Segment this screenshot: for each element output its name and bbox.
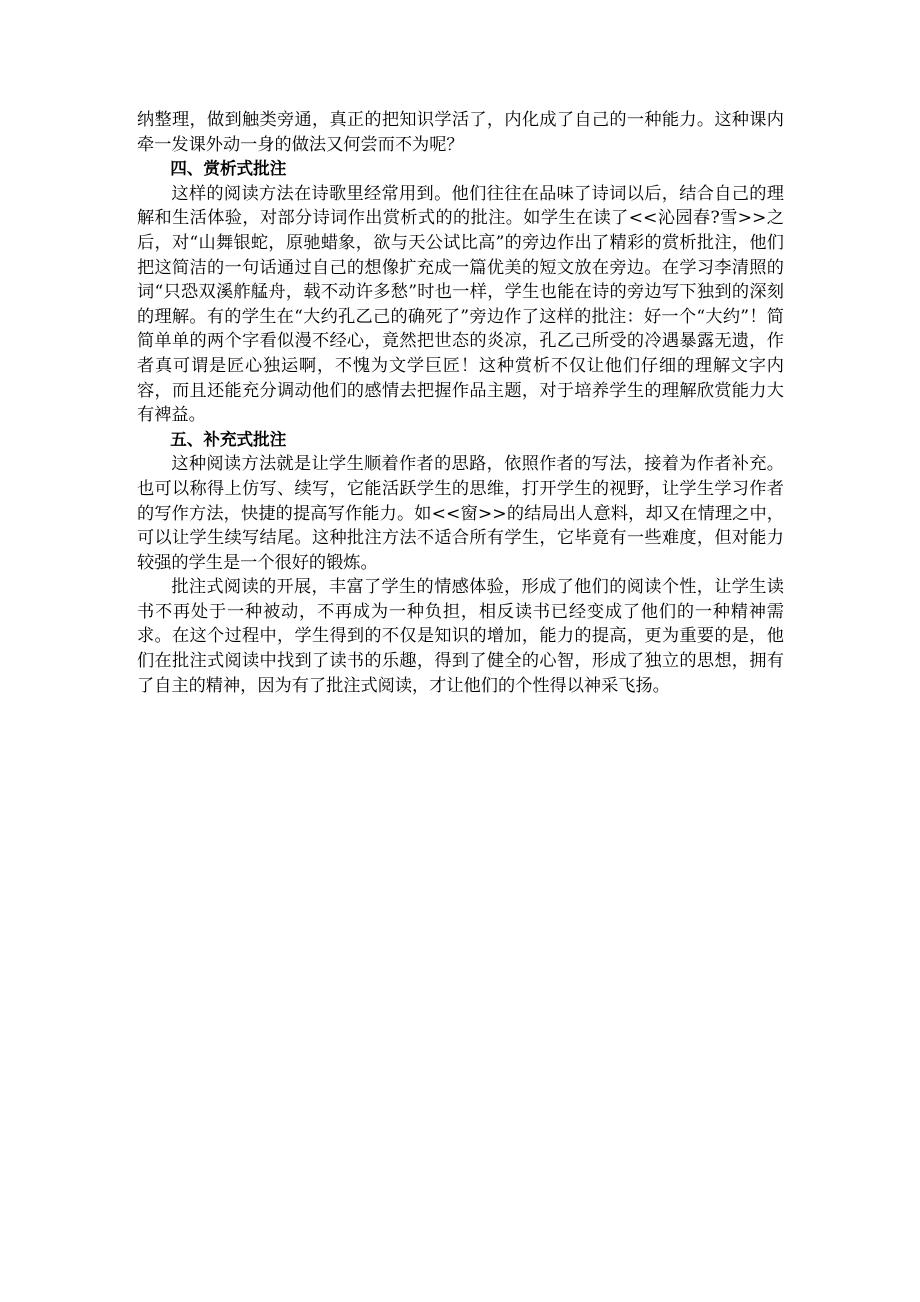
document-page [137,108,784,698]
section-heading-appreciation: 四、赏析式批注 [170,159,287,179]
conclusion-paragraph: 批注式阅读的开展，丰富了学生的情感体验，形成了他们的阅读个性，让学生读书不再处于一种被动，不再成为一种负担，相反读书已经变成了他们的一种精神需求。在这个过程中，学生得到的不仅是知识的增加，能力的提高，更为重要的是，他们在批注式阅读中找到了读书的乐趣，得到了健全的心智，形成了独立的思想，拥有了自主的精神，因为有了批注式阅读，才让他们的个性得以神采飞扬。 [137,577,784,696]
section-heading-supplement: 五、补充式批注 [170,429,287,449]
continuation-paragraph: 纳整理，做到触类旁通，真正的把知识学活了，内化成了自己的一种能力。这种课内牵一发课外动一身的做法又何尝而不为呢？ [137,110,784,155]
appreciation-paragraph: 这样的阅读方法在诗歌里经常用到。他们往往在品味了诗词以后，结合自己的理解和生活体验，对部分诗词作出赏析式的的批注。如学生在读了<<沁园春?雪>>之后，对“山舞银蛇，原驰蜡象，欲与天公试比高”的旁边作出了精彩的赏析批注，他们把这简洁的一句话通过自己的想像扩充成一篇优美的短文放在旁边。在学习李清照的词“只恐双溪舴艋舟，载不动许多愁”时也一样，学生也能在诗的旁边写下独到的深刻的理解。有的学生在“大约孔乙己的确死了”旁边作了这样的批注：好一个“大约”！简简单单的两个字看似漫不经心，竟然把世态的炎凉，孔乙己所受的冷遇暴露无遗，作者真可谓是匠心独运啊，不愧为文学巨匠！这种赏析不仅让他们仔细的理解文字内容，而且还能充分调动他们的感情去把握作品主题，对于培养学生的理解欣赏能力大有裨益。 [137,183,784,426]
supplement-paragraph: 这种阅读方法就是让学生顺着作者的思路，依照作者的写法，接着为作者补充。也可以称得上仿写、续写，它能活跃学生的思维，打开学生的视野，让学生学习作者的写作方法，快捷的提高写作能力。如<<窗>>的结局出人意料，却又在情理之中，可以让学生续写结尾。这种批注方法不适合所有学生，它毕竟有一些难度，但对能力较强的学生是一个很好的锻炼。 [137,454,784,573]
